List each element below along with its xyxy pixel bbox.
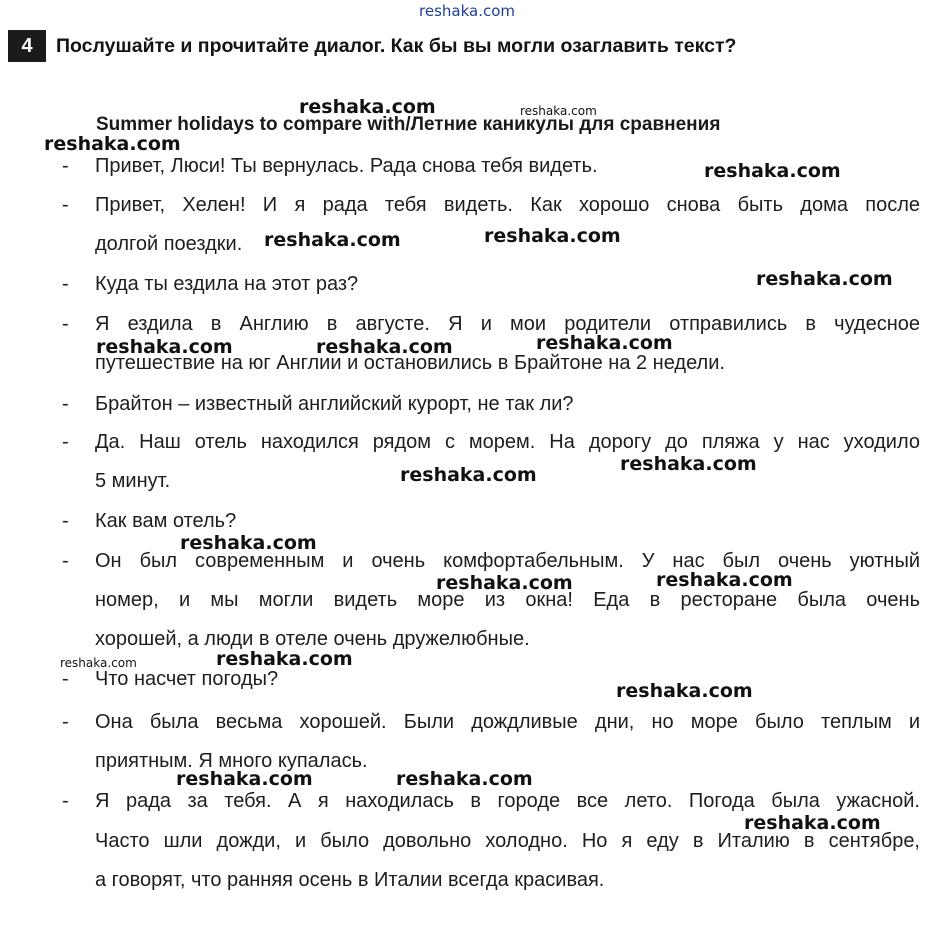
task-instruction: Послушайте и прочитайте диалог. Как бы вы могли озаглавить текст? bbox=[56, 34, 737, 57]
watermark: reshaka.com bbox=[316, 336, 453, 358]
dialog-line: Брайтон – известный английский курорт, не так ли? bbox=[95, 393, 574, 415]
watermark: reshaka.com bbox=[616, 680, 753, 702]
watermark: reshaka.com bbox=[756, 268, 893, 290]
watermark: reshaka.com bbox=[216, 648, 353, 670]
dialog-line: Я ездила в Англию в августе. Я и мои родители отправились в чудесное bbox=[95, 313, 920, 335]
dialog-dash: - bbox=[62, 550, 69, 572]
dialog-line: приятным. Я много купалась. bbox=[95, 750, 368, 772]
watermark-top: reshaka.com bbox=[419, 2, 515, 20]
dialog-line: Привет, Хелен! И я рада тебя видеть. Как хорошо снова быть дома после bbox=[95, 194, 920, 216]
dialog-line: долгой поездки. bbox=[95, 233, 243, 255]
dialog-line: путешествие на юг Англии и остановились в Брайтоне на 2 недели. bbox=[95, 352, 725, 374]
dialog-dash: - bbox=[62, 313, 69, 335]
watermark: reshaka.com bbox=[96, 336, 233, 358]
watermark: reshaka.com bbox=[704, 160, 841, 182]
dialog-dash: - bbox=[62, 155, 69, 177]
dialog-line: Да. Наш отель находился рядом с морем. На дорогу до пляжа у нас уходило bbox=[95, 431, 920, 453]
dialog-line: Что насчет погоды? bbox=[95, 668, 279, 690]
task-header bbox=[8, 30, 736, 62]
watermark: reshaka.com bbox=[656, 569, 793, 591]
dialog-title: Summer holidays to compare with/Летние каникулы для сравнения bbox=[96, 114, 721, 135]
dialog-dash: - bbox=[62, 393, 69, 415]
dialog-line: Как вам отель? bbox=[95, 510, 237, 532]
dialog-line: 5 минут. bbox=[95, 470, 171, 492]
dialog-line: Он был современным и очень комфортабельным. У нас был очень уютный bbox=[95, 550, 920, 572]
dialog-line: Куда ты ездила на этот раз? bbox=[95, 273, 359, 295]
watermark: reshaka.com bbox=[60, 656, 137, 670]
task-number-badge: 4 bbox=[8, 30, 46, 62]
watermark: reshaka.com bbox=[744, 812, 881, 834]
watermark: reshaka.com bbox=[436, 572, 573, 594]
dialog-line: номер, и мы могли видеть море из окна! Еда в ресторане была очень bbox=[95, 589, 920, 611]
watermark: reshaka.com bbox=[400, 464, 537, 486]
watermark: reshaka.com bbox=[44, 133, 181, 155]
dialog-dash: - bbox=[62, 711, 69, 733]
dialog-line: Привет, Люси! Ты вернулась. Рада снова тебя видеть. bbox=[95, 155, 598, 177]
watermark: reshaka.com bbox=[536, 332, 673, 354]
watermark: reshaka.com bbox=[299, 96, 436, 118]
watermark: reshaka.com bbox=[264, 229, 401, 251]
dialog-line: Я рада за тебя. А я находилась в городе все лето. Погода была ужасной. bbox=[95, 790, 920, 812]
watermark: reshaka.com bbox=[484, 225, 621, 247]
dialog-line: Часто шли дожди, и было довольно холодно. Но я еду в Италию в сентябре, bbox=[95, 830, 920, 852]
dialog-dash: - bbox=[62, 194, 69, 216]
dialog-dash: - bbox=[62, 431, 69, 453]
watermark: reshaka.com bbox=[176, 768, 313, 790]
dialog-dash: - bbox=[62, 273, 69, 295]
dialog-line: Она была весьма хорошей. Были дождливые дни, но море было теплым и bbox=[95, 711, 920, 733]
watermark: reshaka.com bbox=[620, 453, 757, 475]
dialog-dash: - bbox=[62, 790, 69, 812]
dialog-dash: - bbox=[62, 668, 69, 690]
watermark: reshaka.com bbox=[180, 532, 317, 554]
watermark: reshaka.com bbox=[520, 104, 597, 118]
watermark: reshaka.com bbox=[396, 768, 533, 790]
dialog-line: а говорят, что ранняя осень в Италии всегда красивая. bbox=[95, 869, 605, 891]
dialog-line: хорошей, а люди в отеле очень дружелюбные. bbox=[95, 628, 530, 650]
dialog-dash: - bbox=[62, 510, 69, 532]
